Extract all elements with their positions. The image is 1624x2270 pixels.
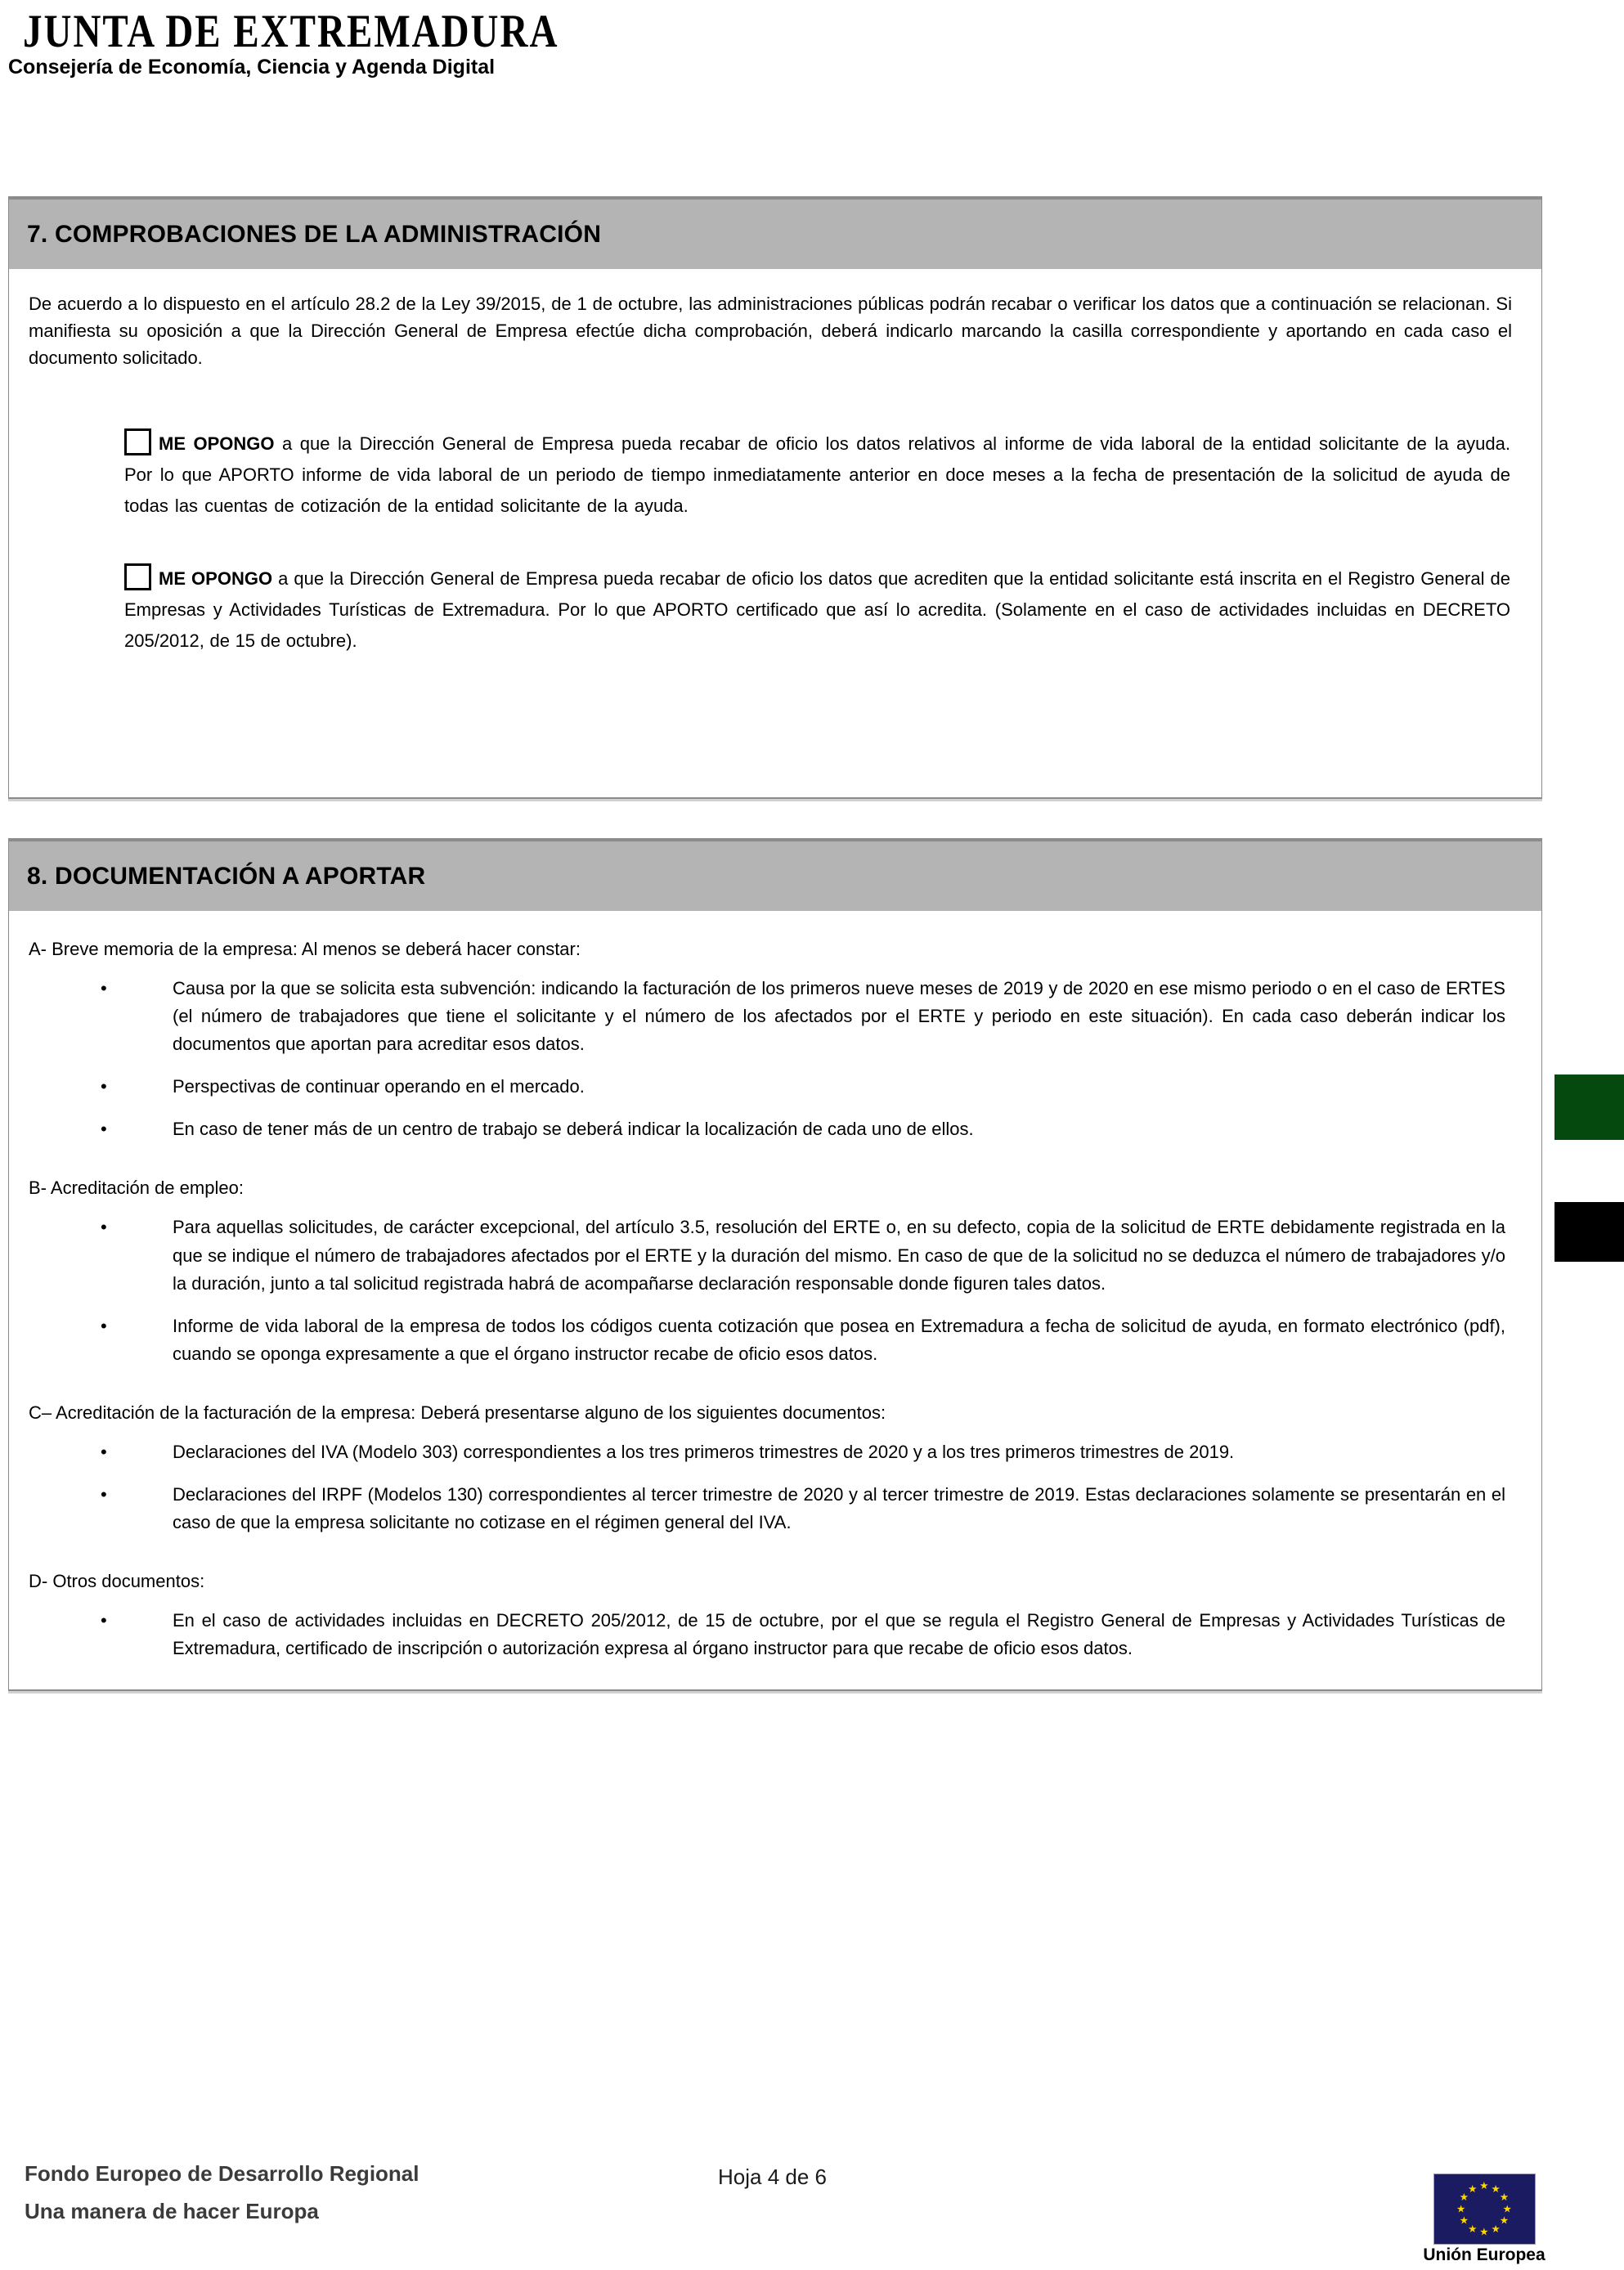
group-b-item-2 bbox=[101, 1312, 1505, 1368]
section-8-box bbox=[8, 838, 1542, 1691]
group-c-item-1 bbox=[101, 1438, 1505, 1466]
group-b-label: B- Acreditación de empleo: bbox=[29, 1178, 244, 1199]
group-d-item-1 bbox=[101, 1607, 1505, 1662]
svg-text:★: ★ bbox=[1459, 2214, 1469, 2227]
me-opongo-checkbox-2[interactable] bbox=[124, 563, 151, 590]
logo-title: JUNTA DE EXTREMADURA bbox=[23, 6, 559, 58]
margin-mark-black bbox=[1554, 1202, 1624, 1262]
section-8-title: 8. DOCUMENTACIÓN A APORTAR bbox=[27, 862, 426, 890]
opposition-paragraph-2 bbox=[124, 563, 1510, 656]
bullet-icon: • bbox=[101, 1119, 107, 1140]
opposition-2-prefix: ME OPONGO bbox=[159, 568, 273, 590]
section-8-header bbox=[9, 839, 1541, 911]
group-a-label: A- Breve memoria de la empresa: Al menos se deberá hacer constar: bbox=[29, 939, 581, 959]
group-d-item-1-text: En el caso de actividades incluidas en DECRETO 205/2012, de 15 de octubre, por el que se regula el Registro General de Empresas y Actividades Turísticas de Extremadura, certificado de inscripción o autorización expresa al órgano instructor para que recabe de oficio esos datos. bbox=[173, 1610, 1505, 1659]
svg-text:★: ★ bbox=[1502, 2203, 1513, 2215]
group-c-label: C– Acreditación de la facturación de la empresa: Deberá presentarse alguno de los siguientes documentos: bbox=[29, 1402, 886, 1423]
opposition-paragraph-1 bbox=[124, 428, 1510, 521]
svg-text:★: ★ bbox=[1499, 2191, 1510, 2204]
group-a-item-1 bbox=[101, 975, 1505, 1058]
section-7-intro: De acuerdo a lo dispuesto en el artículo 28.2 de la Ley 39/2015, de 1 de octubre, las administraciones públicas podrán recabar o verificar los datos que a continuación se relacionan. Si manifiesta su oposición a que la Dirección General de Empresa efectúe dicha comprobación, deberá indicarlo marcando la casilla correspondiente y aportando en cada caso el documento solicitado. bbox=[29, 294, 1512, 368]
section-7-box bbox=[8, 196, 1542, 799]
group-a-item-3 bbox=[101, 1115, 1505, 1143]
svg-text:★: ★ bbox=[1499, 2214, 1510, 2227]
group-a-item-2-text: Perspectivas de continuar operando en el mercado. bbox=[173, 1076, 585, 1097]
footer-feder-line2: Una manera de hacer Europa bbox=[25, 2199, 319, 2223]
eu-flag-caption: Unión Europea bbox=[1423, 2245, 1545, 2264]
svg-text:★: ★ bbox=[1456, 2203, 1466, 2215]
svg-text:★: ★ bbox=[1491, 2183, 1501, 2195]
group-b-item-1 bbox=[101, 1214, 1505, 1297]
group-c-item-2 bbox=[101, 1481, 1505, 1537]
bullet-icon: • bbox=[101, 1484, 107, 1505]
group-c-item-1-text: Declaraciones del IVA (Modelo 303) correspondientes a los tres primeros trimestres de 2020 y a los tres primeros trimestres de 2019. bbox=[173, 1441, 1235, 1462]
svg-text:★: ★ bbox=[1468, 2183, 1478, 2195]
bullet-icon: • bbox=[101, 1441, 107, 1462]
svg-text:★: ★ bbox=[1468, 2223, 1478, 2235]
svg-text:★: ★ bbox=[1479, 2226, 1489, 2238]
group-a-item-3-text: En caso de tener más de un centro de trabajo se deberá indicar la localización de cada uno de ellos. bbox=[173, 1119, 974, 1140]
bullet-icon: • bbox=[101, 978, 107, 998]
footer-feder-line1: Fondo Europeo de Desarrollo Regional bbox=[25, 2161, 419, 2186]
group-b-item-2-text: Informe de vida laboral de la empresa de todos los códigos cuenta cotización que posea en Extremadura a fecha de solicitud de ayuda, en formato electrónico (pdf), cuando se oponga expresamente a que el órgano instructor recabe de oficio esos datos. bbox=[173, 1315, 1505, 1364]
group-a-item-2 bbox=[101, 1073, 1505, 1101]
group-c-item-2-text: Declaraciones del IRPF (Modelos 130) correspondientes al tercer trimestre de 2020 y al tercer trimestre de 2019. Estas declaraciones solamente se presentarán en el caso de que la empresa solicitante no cotizase en el régimen general del IVA. bbox=[173, 1484, 1505, 1533]
section-7-title: 7. COMPROBACIONES DE LA ADMINISTRACIÓN bbox=[27, 220, 602, 248]
eu-flag bbox=[1433, 2174, 1536, 2245]
junta-extremadura-logo bbox=[23, 5, 559, 58]
section-7-header bbox=[9, 197, 1541, 269]
svg-text:★: ★ bbox=[1479, 2180, 1489, 2192]
me-opongo-checkbox-1[interactable] bbox=[124, 428, 151, 455]
svg-text:★: ★ bbox=[1491, 2223, 1501, 2235]
bullet-icon: • bbox=[101, 1315, 107, 1336]
bullet-icon: • bbox=[101, 1217, 107, 1238]
logo-subtitle: Consejería de Economía, Ciencia y Agenda Digital bbox=[8, 56, 496, 79]
bullet-icon: • bbox=[101, 1610, 107, 1631]
group-a-item-1-text: Causa por la que se solicita esta subvención: indicando la facturación de los primeros nueve meses de 2019 y de 2020 en ese mismo periodo o en el caso de ERTES (el número de trabajadores que tiene el solicitante y el número de los afectados por el ERTE y periodo en este situación). En cada caso deberán indicar los documentos que aportan para acreditar esos datos. bbox=[173, 978, 1505, 1055]
opposition-1-prefix: ME OPONGO bbox=[159, 433, 275, 454]
margin-mark-green bbox=[1554, 1074, 1624, 1140]
opposition-1-text: a que la Dirección General de Empresa pueda recabar de oficio los datos relativos al informe de vida laboral de la entidad solicitante de la ayuda. Por lo que APORTO informe de vida laboral de un periodo de tiempo inmediatamente anterior en doce meses a la fecha de presentación de la solicitud de ayuda de todas las cuentas de cotización de la entidad solicitante de la ayuda. bbox=[124, 433, 1511, 516]
eu-flag-stars bbox=[1434, 2174, 1535, 2244]
bullet-icon: • bbox=[101, 1076, 107, 1097]
group-d-label: D- Otros documentos: bbox=[29, 1571, 205, 1592]
opposition-2-text: a que la Dirección General de Empresa pueda recabar de oficio los datos que acrediten que la entidad solicitante está inscrita en el Registro General de Empresas y Actividades Turísticas de Extremadura. Por lo que APORTO certificado que así lo acredita. (Solamente en el caso de actividades incluidas en DECRETO 205/2012, de 15 de octubre). bbox=[124, 568, 1510, 652]
group-b-item-1-text: Para aquellas solicitudes, de carácter excepcional, del artículo 3.5, resolución del ERTE o, en su defecto, copia de la solicitud de ERTE debidamente registrada en la que se indique el número de trabajadores afectados por el ERTE y la duración del mismo. En caso de que de la solicitud no se deduzca el número de trabajadores y/o la duración, junto a tal solicitud registrada habrá de acompañarse declaración responsable donde figuren tales datos. bbox=[173, 1217, 1505, 1294]
svg-text:★: ★ bbox=[1459, 2191, 1469, 2204]
page-number: Hoja 4 de 6 bbox=[718, 2165, 827, 2189]
